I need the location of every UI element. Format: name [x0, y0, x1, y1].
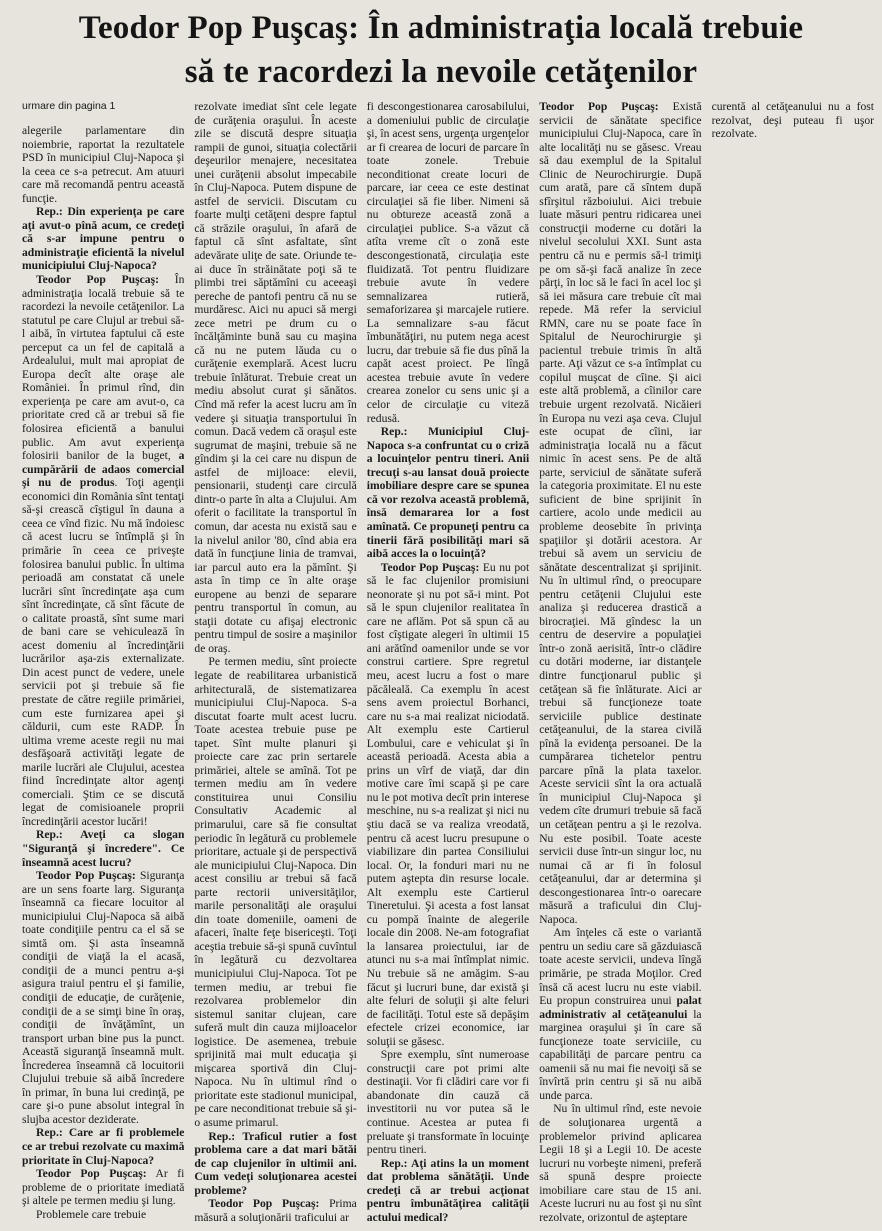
article-paragraph: [539, 926, 701, 1102]
article-paragraph: [22, 273, 184, 828]
article-paragraph: [194, 1197, 356, 1224]
paragraph-text: rezolvate imediat sînt cele legate de curăţenia oraşului. În aceste zile se discută despre situaţia rampii de gunoi, situaţia colectării deşeurilor menajere, necesitatea unei curăţenii absolut impecabile în Cluj-Napoca. Putem dispune de astfel de servicii. Discutam cu foarte mulţi cetăţeni despre faptul că străzile oraşului, în afară de faptul că sînt asfaltate, sînt adevărate uliţe de sate. Oriunde te-ai duce în străinătate poţi să te plimbi trei săptămîni cu aceeaşi pereche de pantofi pentru că nu se murdăresc. Aici nu apuci să mergi zece metri pe drum cu o încălţăminte bună sau cu maşina că nu ne putem lăuda cu o curăţenie exemplară. Acest lucru trebuie înlăturat. Trebuie creat un mediu absolut curat şi sănătos. Cînd mă refer la acest lucru am în vedere şi situaţia transportului în comun. Dacă vedem că oraşul este sugrumat de maşini, trebuie să ne gîndim şi la cei care nu dispun de astfel de mijloace: elevii, pensionarii, studenţi care circulă dintr-o parte în alta a Clujului. Am oferit o facilitate la transportul în comun, dar acesta nu există sau e la nivelul anilor '80, cînd abia era dată în funcţiune linia de tramvai, iar parcul auto era la pămînt. Şi asta în timp ce în alte oraşe europene au benzi de separare pentru transportul în comun, au staţii dotate cu afişaj electronic pentru timpul de sosire a maşinilor de oraş.: [194, 100, 357, 655]
paragraph-text: Traficul rutier a fost problema care a dat mari bătăi de cap clujenilor în ultimii ani. Cum vedeţi soluţionarea acestei probleme?: [194, 1129, 357, 1197]
article-paragraph: [22, 205, 184, 273]
paragraph-text: Care ar fi problemele ce ar trebui rezolvate cu maximă prioritate în Cluj-Napoca?: [22, 1126, 185, 1167]
speaker-label: Teodor Pop Puşcaş:: [539, 100, 659, 113]
paragraph-text: fi descongestionarea carosabilului, a domeniului public de circulaţie şi, în acest sens, urgenţa urgenţelor ar fi crearea de locuri de parcare în toate zonele. Trebuie neconditionat create locuri de parcare, iar ceea ce este destinat circulaţiei să fie liber. Nimeni să nu obtureze această zonă a circulaţiei publice. S-a văzut că atîta vreme cît o zonă este descongestionată, circulaţia este fluidizată. Tot pentru fluidizare trebuie avute în vedere semnalizarea rutieră, semaforizarea şi marcajele rutiere. La semnalizare s-au făcut îmbunătăţiri, nu putem nega acest lucru, dar trebuie să fie dus pînă la capăt acest proiect. Pe lîngă acestea trebuie avute în vedere crearea zonelor cu sens unic şi a celor de circulaţie cu viteză redusă.: [366, 100, 530, 425]
headline-line-1: Teodor Pop Puşcaş: În administraţia locală trebuie: [78, 10, 804, 46]
paragraph-text: Pe termen mediu, sînt proiecte legate de reabilitarea urbanistică arhitecturală, de sistematizarea municipiului Cluj-Napoca. S-a discutat foarte mult acest lucru. Toate acestea trebuie puse pe tapet. Sînt multe planuri şi proiecte care zac prin sertarele primăriei, altele se amînă. Tot pe termen mediu am în vedere constituirea unui Consiliu Consultativ Academic al primarului, care să fie consultat periodic în legătură cu problemele prioritare, actuale şi de perspectivă ale municipiului Cluj-Napoca. Din acest consiliu ar trebui să facă parte rectorii universităţilor, marile personalităţi ale oraşului din toate domeniile, oameni de afaceri, înalte feţe bisericeşti. Toţi aceştia trebuie să-şi spună cuvîntul în legătură cu dezvoltarea municipiului Cluj-Napoca. Tot pe termen mediu, ar trebui fie rezolvarea problemelor din sistemul sanitar clujean, care suferă mult din cauza mijloacelor logistice. De asemenea, trebuie sprijinită mai mult educaţia şi mişcarea sportivă din Cluj-Napoca. Nu în ultimul rînd o prioritate este stadionul municipal, pe care neconditionat trebuie să şi-o asume primarul.: [194, 655, 357, 1130]
article-paragraph: [22, 1126, 184, 1167]
speaker-label: Rep.:: [380, 1156, 408, 1170]
speaker-label: Teodor Pop Puşcaş:: [208, 1197, 320, 1211]
speaker-label: Teodor Pop Puşcaş:: [36, 1167, 147, 1181]
paragraph-text: Siguranţa are un sens foarte larg. Siguranţa înseamnă ca fiecare locuitor al municipiului Cluj-Napoca să aibă toate condiţiile pentru ca el să se simtă om. Şi asta înseamnă condiţii de viaţă la el acasă, condiţii de a munci pentru a-şi asigura traiul pentru el şi familie, condiţii de educaţie, de curăţenie, condiţii de a se simţi bine în oraş, condiţii de învăţămînt, un transport urban bine pus la punct. Această siguranţă înseamnă mult. Încrederea înseamnă că locuitorii Clujului trebuie să aibă încredere în primar, în buna lui credinţă, pe care şi-o pune absolut integral în slujba acestor deziderate.: [22, 869, 185, 1126]
article-paragraph: [22, 1167, 184, 1208]
column-5: [712, 100, 874, 1228]
paragraph-text: alegerile parlamentare din noiembrie, raportat la rezultatele PSD în municipiul Cluj-Napoca şi la ceea ce s-a petrecut. Am atuuri care mă recomandă pentru această funcţie.: [22, 124, 185, 205]
paragraph-text: Din experienţa pe care aţi avut-o pînă acum, ce credeţi că s-ar impune pentru o administraţie eficientă la nivelul municipiului Cluj-Napoca?: [22, 205, 185, 273]
speaker-label: Teodor Pop Puşcaş:: [380, 560, 480, 574]
paragraph-text: la marginea oraşului şi în care să funcţioneze toate serviciile, cu capabilităţi de parcare pentru ca oamenii să nu mai fie nevoiţi să se învîrtă prin centru şi să nu aibă unde parca.: [539, 1007, 702, 1102]
speaker-label: Rep.:: [36, 828, 63, 842]
article-paragraph: [194, 1130, 356, 1198]
article-paragraph: [539, 100, 701, 926]
paragraph-text: Aveţi ca slogan "Siguranţă şi încredere". Ce înseamnă acest lucru?: [22, 828, 185, 869]
paragraph-text: Aţi atins la un moment dat problema sănătăţii. Unde credeţi că ar trebui acţionat pentru îmbunătăţirea calităţii actului medical?: [366, 1156, 530, 1224]
headline: [0, 0, 882, 96]
article-paragraph: [194, 100, 356, 655]
paragraph-text: În administraţia locală trebuie să te racordezi la nevoile cetăţenilor. La statutul pe care Clujul ar trebui să-l aibă, în virtutea faptului că este perceput ca un fel de capitală a Ardealului, mult mai apropiat de Europa decît alte oraşe ale României. În primul rînd, din experienţa pe care am avut-o, ca prioritate cred că ar trebui să fie folosirea eficientă a banului public. Am avut experienţa folosirii banilor de la buget,: [22, 273, 185, 463]
speaker-label: Rep.:: [208, 1129, 236, 1143]
column-4: [539, 100, 701, 1228]
article-paragraph: [22, 124, 184, 205]
paragraph-text: Spre exemplu, sînt numeroase construcţii care pot primi alte destinaţii. Vor fi clădiri care vor fi abandonate din cauză că investitorii nu vor putea să le continue. Acestea ar putea fi preluate şi transformate în locuinţe pentru tineri.: [366, 1048, 530, 1157]
paragraph-text: Municipiul Cluj-Napoca s-a confruntat cu o criză a locuinţelor pentru tineri. Anii trecuţi s-au lansat două proiecte imobiliare despre care se spunea că vor rezolva această problemă, însă demararea lor a fost amînată. Ce propuneţi pentru ca tinerii fără posibilităţi mari să aibă acces la o locuinţă?: [366, 425, 530, 561]
paragraph-text: Nu în ultimul rînd, este nevoie de soluţionarea urgentă a problemelor privind aplicarea Legii 18 şi a Legii 10. De aceste lucruri nu vorbeşte nimeni, preferă să spună despre proiecte imobiliare care stau de 15 ani. Aceste lucruri nu au fost şi nu sînt rezolvate, orizontul de aşteptare: [539, 1102, 702, 1224]
column-2: [194, 100, 356, 1228]
speaker-label: Teodor Pop Puşcaş:: [36, 273, 159, 287]
speaker-label: Teodor Pop Puşcaş:: [36, 869, 136, 883]
continuation-note: urmare din pagina 1: [22, 100, 116, 112]
article-paragraph: [367, 561, 529, 1049]
article-paragraph: [22, 869, 184, 1126]
paragraph-text: Eu nu pot să le fac clujenilor promisiuni neonorate şi nu pot să-i mint. Pot să le spun clujenilor realitatea în care ne aflăm. Pot să spun că au fost cîştigate alegeri în ultimii 15 ani arătînd oamenilor unde se vor construi cartiere. Spre regretul meu, acest lucru a fost o mare păcăleală. Ca exemplu în acest sens avem proiectul Borhanci, care nu s-a mai realizat niciodată. Alt exemplu este Cartierul Lombului, care e vehiculat şi în această perioadă. Acesta abia a prins un vîrf de viaţă, dar din motive care îmi scapă şi pe care nu le pot motiva decît prin interese meschine, nu s-a realizat şi nici nu ştiu dacă se va realiza vreodată, pentru că acest lucru presupune o viabilizare din partea Consiliului local. Or, la fonduri mari nu ne putem aştepta din resurse locale. Alt exemplu este Cartierul Tineretului. Şi acesta a fost lansat cu pompă înainte de alegerile locale din 2008. Ne-am fotografiat la lansarea proiectului, iar de atunci nu s-a mai întîmplat nimic. Nu trebuie să ne amăgim. S-au făcut şi lucruri bune, dar există şi alte feluri de soluţii şi alte feluri de facilităţi. Totul este să depăşim efectele crizei economice, iar soluţii se găsesc.: [366, 560, 530, 1048]
article-paragraph: [367, 100, 529, 425]
article-paragraph: [712, 100, 874, 141]
paragraph-text: Ar fi probleme de o prioritate imediată şi altele pe termen mediu şi lung.: [22, 1167, 185, 1208]
column-3: [367, 100, 529, 1228]
paragraph-text: curentă al cetăţeanului nu a fost rezolvat, deşi puteau fi uşor rezolvate.: [711, 100, 874, 141]
article-paragraph: [22, 828, 184, 869]
column-1: [22, 100, 184, 1228]
article-paragraph: [367, 425, 529, 560]
paragraph-text: Prima măsură a soluţionării traficului ar: [194, 1197, 357, 1224]
article-paragraph: [539, 1102, 701, 1224]
article-paragraph: [367, 1157, 529, 1225]
article-paragraph: [22, 1208, 184, 1222]
headline-line-2: să te racordezi la nevoile cetăţenilor: [184, 54, 698, 90]
paragraph-text: palat administrativ al cetăţeanului: [539, 994, 702, 1021]
speaker-label: Rep.:: [36, 1126, 63, 1140]
speaker-label: Rep.:: [380, 425, 408, 439]
paragraph-text: Problemele care trebuie: [36, 1207, 147, 1221]
article-paragraph: [367, 1048, 529, 1156]
paragraph-text: . Toţi agenţii economici din România sînt tentaţi să-şi crească cîştigul în dauna a ceea ce vînd fizic. Nu mă îndoiesc că acest lucru se întîmplă şi în primărie în ceea ce priveşte folosirea banului public. În ultima perioadă am constatat că unele lucrări sînt încredinţate aşa cum sînt încredinţate, că sînt făcute de o calitate proastă, sînt sume mari de bani care se vehiculează în acest domeniu al încredinţării lucrărilor aşa-zis externalizate. Din acest punct de vedere, unele servicii pot şi trebuie să fie prestate de către regiile primăriei, cum este furnizarea apei şi căldurii, cum este RADP. În ultima vreme aceste regii nu mai desfăşoară activităţi legate de marile lucrări ale Clujului, acestea fiind încredinţate altor agenţi comerciali. Ştim ce se discută legat de comisioanele proprii încredinţării acestor lucări!: [22, 476, 185, 828]
article-paragraph: [194, 655, 356, 1129]
paragraph-text: Am înţeles că este o variantă pentru un sediu care să găzduiască toate aceste servicii, undeva lîngă primărie, pe strada Moţilor. Cred însă că acest lucru nu este viabil. Eu propun construirea unui: [539, 926, 702, 1008]
paragraph-text: a cumpărării de adaos comercial şi nu de produs: [22, 449, 185, 490]
paragraph-text: Există servicii de sănătate specifice municipiului Cluj-Napoca, care în alte localităţi nu se găsesc. Vreau să dau exemplul de la Spitalul Clinic de Neurochirurgie. După cum arată, pare că sîntem după sfîrşitul războiului. Aici trebuie luate măsuri pentru ridicarea unei construcţii moderne cu dotări la nivelul secolului XXI. Sunt asta pentru că nu e permis să-l trimiţi pe om să-şi facă analize în zece părţi, în loc să le faci în acel loc şi să iei măsura care trebuie cît mai repede. Mă refer la serviciul RMN, care nu se poate face în Spitalul de Neurochirurgie şi pacientul trebuie trimis în altă parte. Aţi văzut ce s-a întîmplat cu copilul muşcat de cîine. Şi aici este altă problemă, a cîinilor care trebuie urgent rezolvată. Nicăieri în Europa nu vezi aşa ceva. Clujul este ocupat de cîini, iar administraţia locală nu a făcut nimic în acest sens. Pe de altă parte, serviciul de sănătate suferă la categoria proximitate. El nu este suficient de bine sprijinit în cartiere, acolo unde medicii au probleme deosebite în privinţa spaţiilor şi dotării acestora. Ar trebui să avem un serviciu de sănătate descentralizat şi sprijinit. Nu în ultimul rînd, o preocupare pentru cetăţenii Clujului este analiza şi reducerea drastică a birocraţiei. Mă gîndesc la un centru de deservire a populaţiei într-o zonă aerisită, într-o clădire cu dotări moderne, iar distanţele dintre funcţionarul public şi cetăţean să fie înlăturate. Aici ar trebui să funcţioneze toate serviciile publice destinate cetăţeanului, de la starea civilă pînă la evidenţa persoanei. De la cumpărarea tichetelor pentru parcare pînă la plata taxelor. Aceste servicii sînt la ora actuală în municipiul Cluj-Napoca şi vedem cîte drumuri trebuie să facă un cetăţean pentru a şi le rezolva. Nu este posibil. Toate aceste servicii duse într-un singur loc, nu numai că ar fi în folosul cetăţeanului, dar ar determina şi descongestionarea într-o oarecare măsură a traficului din Cluj-Napoca.: [539, 100, 702, 926]
speaker-label: Rep.:: [36, 205, 63, 219]
article-columns: [22, 100, 874, 1228]
